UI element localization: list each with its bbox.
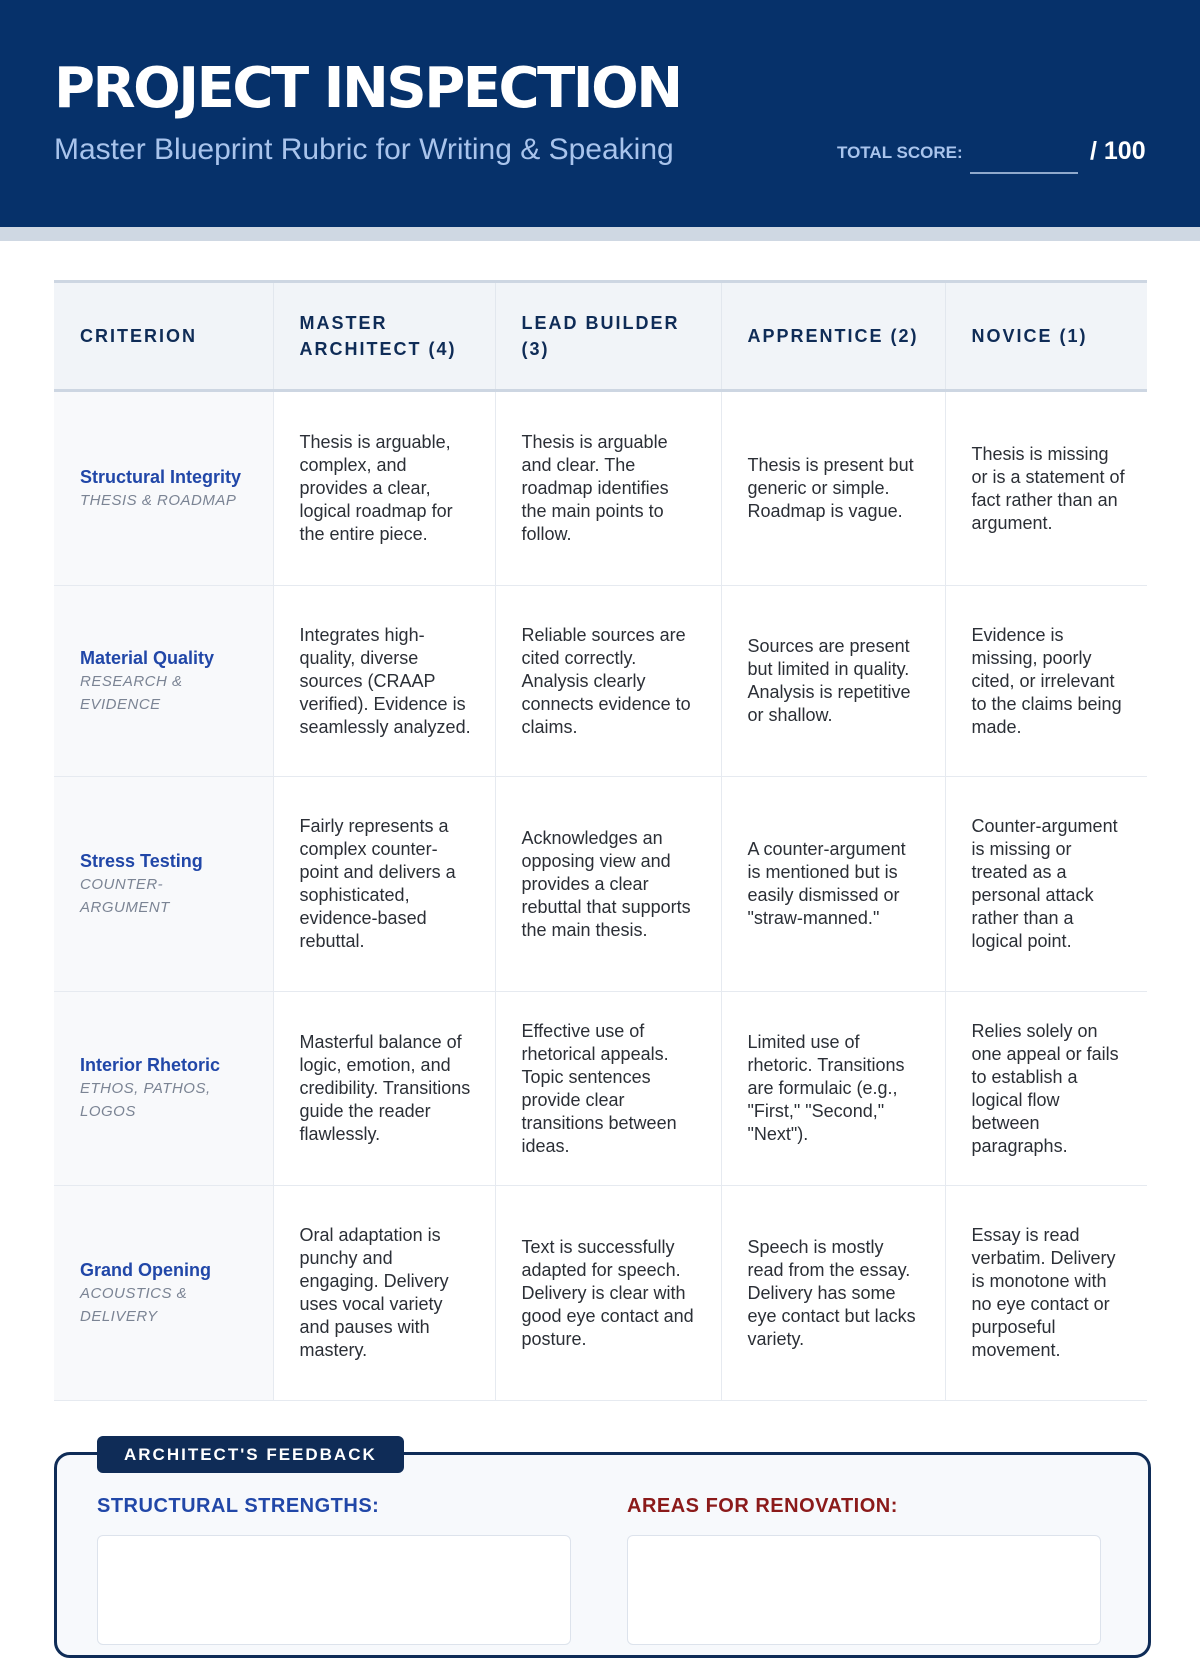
header-stripe (0, 227, 1200, 241)
descriptor-cell: Acknowledges an opposing view and provides a clear rebuttal that supports the main thesis. (495, 777, 721, 992)
header-criterion: CRITERION (54, 282, 273, 391)
descriptor-cell: Oral adaptation is punchy and engaging. Delivery uses vocal variety and pauses with mastery. (273, 1186, 495, 1401)
rubric-header-row (54, 282, 1147, 391)
criterion-cell (54, 391, 273, 586)
descriptor-cell: Essay is read verbatim. Delivery is monotone with no eye contact or purposeful movement. (945, 1186, 1147, 1401)
criterion-name: Grand Opening (80, 1259, 212, 1280)
criterion-subtitle: COUNTER-ARGUMENT (80, 875, 170, 916)
descriptor-cell: Thesis is missing or is a statement of fact rather than an argument. (945, 391, 1147, 586)
criterion-subtitle: THESIS & ROADMAP (80, 491, 237, 509)
descriptor-cell: A counter-argument is mentioned but is easily dismissed or "straw-manned." (721, 777, 945, 992)
feedback-tab-label: ARCHITECT'S FEEDBACK (97, 1436, 404, 1473)
descriptor-cell: Masterful balance of logic, emotion, and credibility. Transitions guide the reader flawlessly. (273, 992, 495, 1186)
table-row (54, 586, 1147, 777)
descriptor-cell: Thesis is arguable, complex, and provides a clear, logical roadmap for the entire piece. (273, 391, 495, 586)
descriptor-cell: Integrates high-quality, diverse sources (CRAAP verified). Evidence is seamlessly analyzed. (273, 586, 495, 777)
table-row (54, 777, 1147, 992)
total-score-field[interactable] (970, 172, 1078, 174)
table-row (54, 992, 1147, 1186)
areas-for-renovation-heading: AREAS FOR RENOVATION: (627, 1495, 898, 1517)
page-subtitle: Master Blueprint Rubric for Writing & Speaking (54, 133, 674, 166)
criterion-name: Interior Rhetoric (80, 1055, 221, 1075)
table-row (54, 391, 1147, 586)
criterion-name: Stress Testing (80, 850, 203, 871)
descriptor-cell: Fairly represents a complex counter-point and delivers a sophisticated, evidence-based rebuttal. (273, 777, 495, 992)
descriptor-cell: Thesis is arguable and clear. The roadmap identifies the main points to follow. (495, 391, 721, 586)
descriptor-cell: Limited use of rhetoric. Transitions are formulaic (e.g., "First," "Second," "Next"). (721, 992, 945, 1186)
structural-strengths-field[interactable] (97, 1535, 571, 1645)
descriptor-cell: Counter-argument is missing or treated as a personal attack rather than a logical point. (945, 777, 1147, 992)
header-novice: NOVICE (1) (945, 282, 1147, 391)
criterion-name: Structural Integrity (80, 466, 242, 487)
header-lead-builder: LEAD BUILDER (3) (495, 282, 721, 391)
descriptor-cell: Relies solely on one appeal or fails to establish a logical flow between paragraphs. (945, 992, 1147, 1186)
descriptor-cell: Effective use of rhetorical appeals. Topic sentences provide clear transitions between ideas. (495, 992, 721, 1186)
structural-strengths-heading: STRUCTURAL STRENGTHS: (97, 1495, 380, 1517)
descriptor-cell: Sources are present but limited in quality. Analysis is repetitive or shallow. (721, 586, 945, 777)
criterion-subtitle: ETHOS, PATHOS, LOGOS (80, 1080, 211, 1120)
descriptor-cell: Evidence is missing, poorly cited, or irrelevant to the claims being made. (945, 586, 1147, 777)
criterion-cell (54, 777, 273, 992)
table-row (54, 1186, 1147, 1401)
criterion-cell (54, 1186, 273, 1401)
header-apprentice: APPRENTICE (2) (721, 282, 945, 391)
page-title: PROJECT INSPECTION (54, 56, 681, 121)
criterion-cell (54, 586, 273, 777)
areas-for-renovation-field[interactable] (627, 1535, 1101, 1645)
descriptor-cell: Speech is mostly read from the essay. Delivery has some eye contact but lacks variety. (721, 1186, 945, 1401)
total-score-label: TOTAL SCORE: (837, 143, 963, 162)
criterion-name: Material Quality (80, 647, 215, 668)
criterion-subtitle: RESEARCH & EVIDENCE (80, 672, 183, 713)
descriptor-cell: Reliable sources are cited correctly. Analysis clearly connects evidence to claims. (495, 586, 721, 777)
rubric-table (54, 280, 1147, 1401)
total-score-max: / 100 (1090, 137, 1146, 165)
header-master-architect: MASTER ARCHITECT (4) (273, 282, 495, 391)
criterion-subtitle: ACOUSTICS & DELIVERY (80, 1284, 188, 1325)
descriptor-cell: Thesis is present but generic or simple. Roadmap is vague. (721, 391, 945, 586)
criterion-cell (54, 992, 273, 1186)
descriptor-cell: Text is successfully adapted for speech. Delivery is clear with good eye contact and posture. (495, 1186, 721, 1401)
